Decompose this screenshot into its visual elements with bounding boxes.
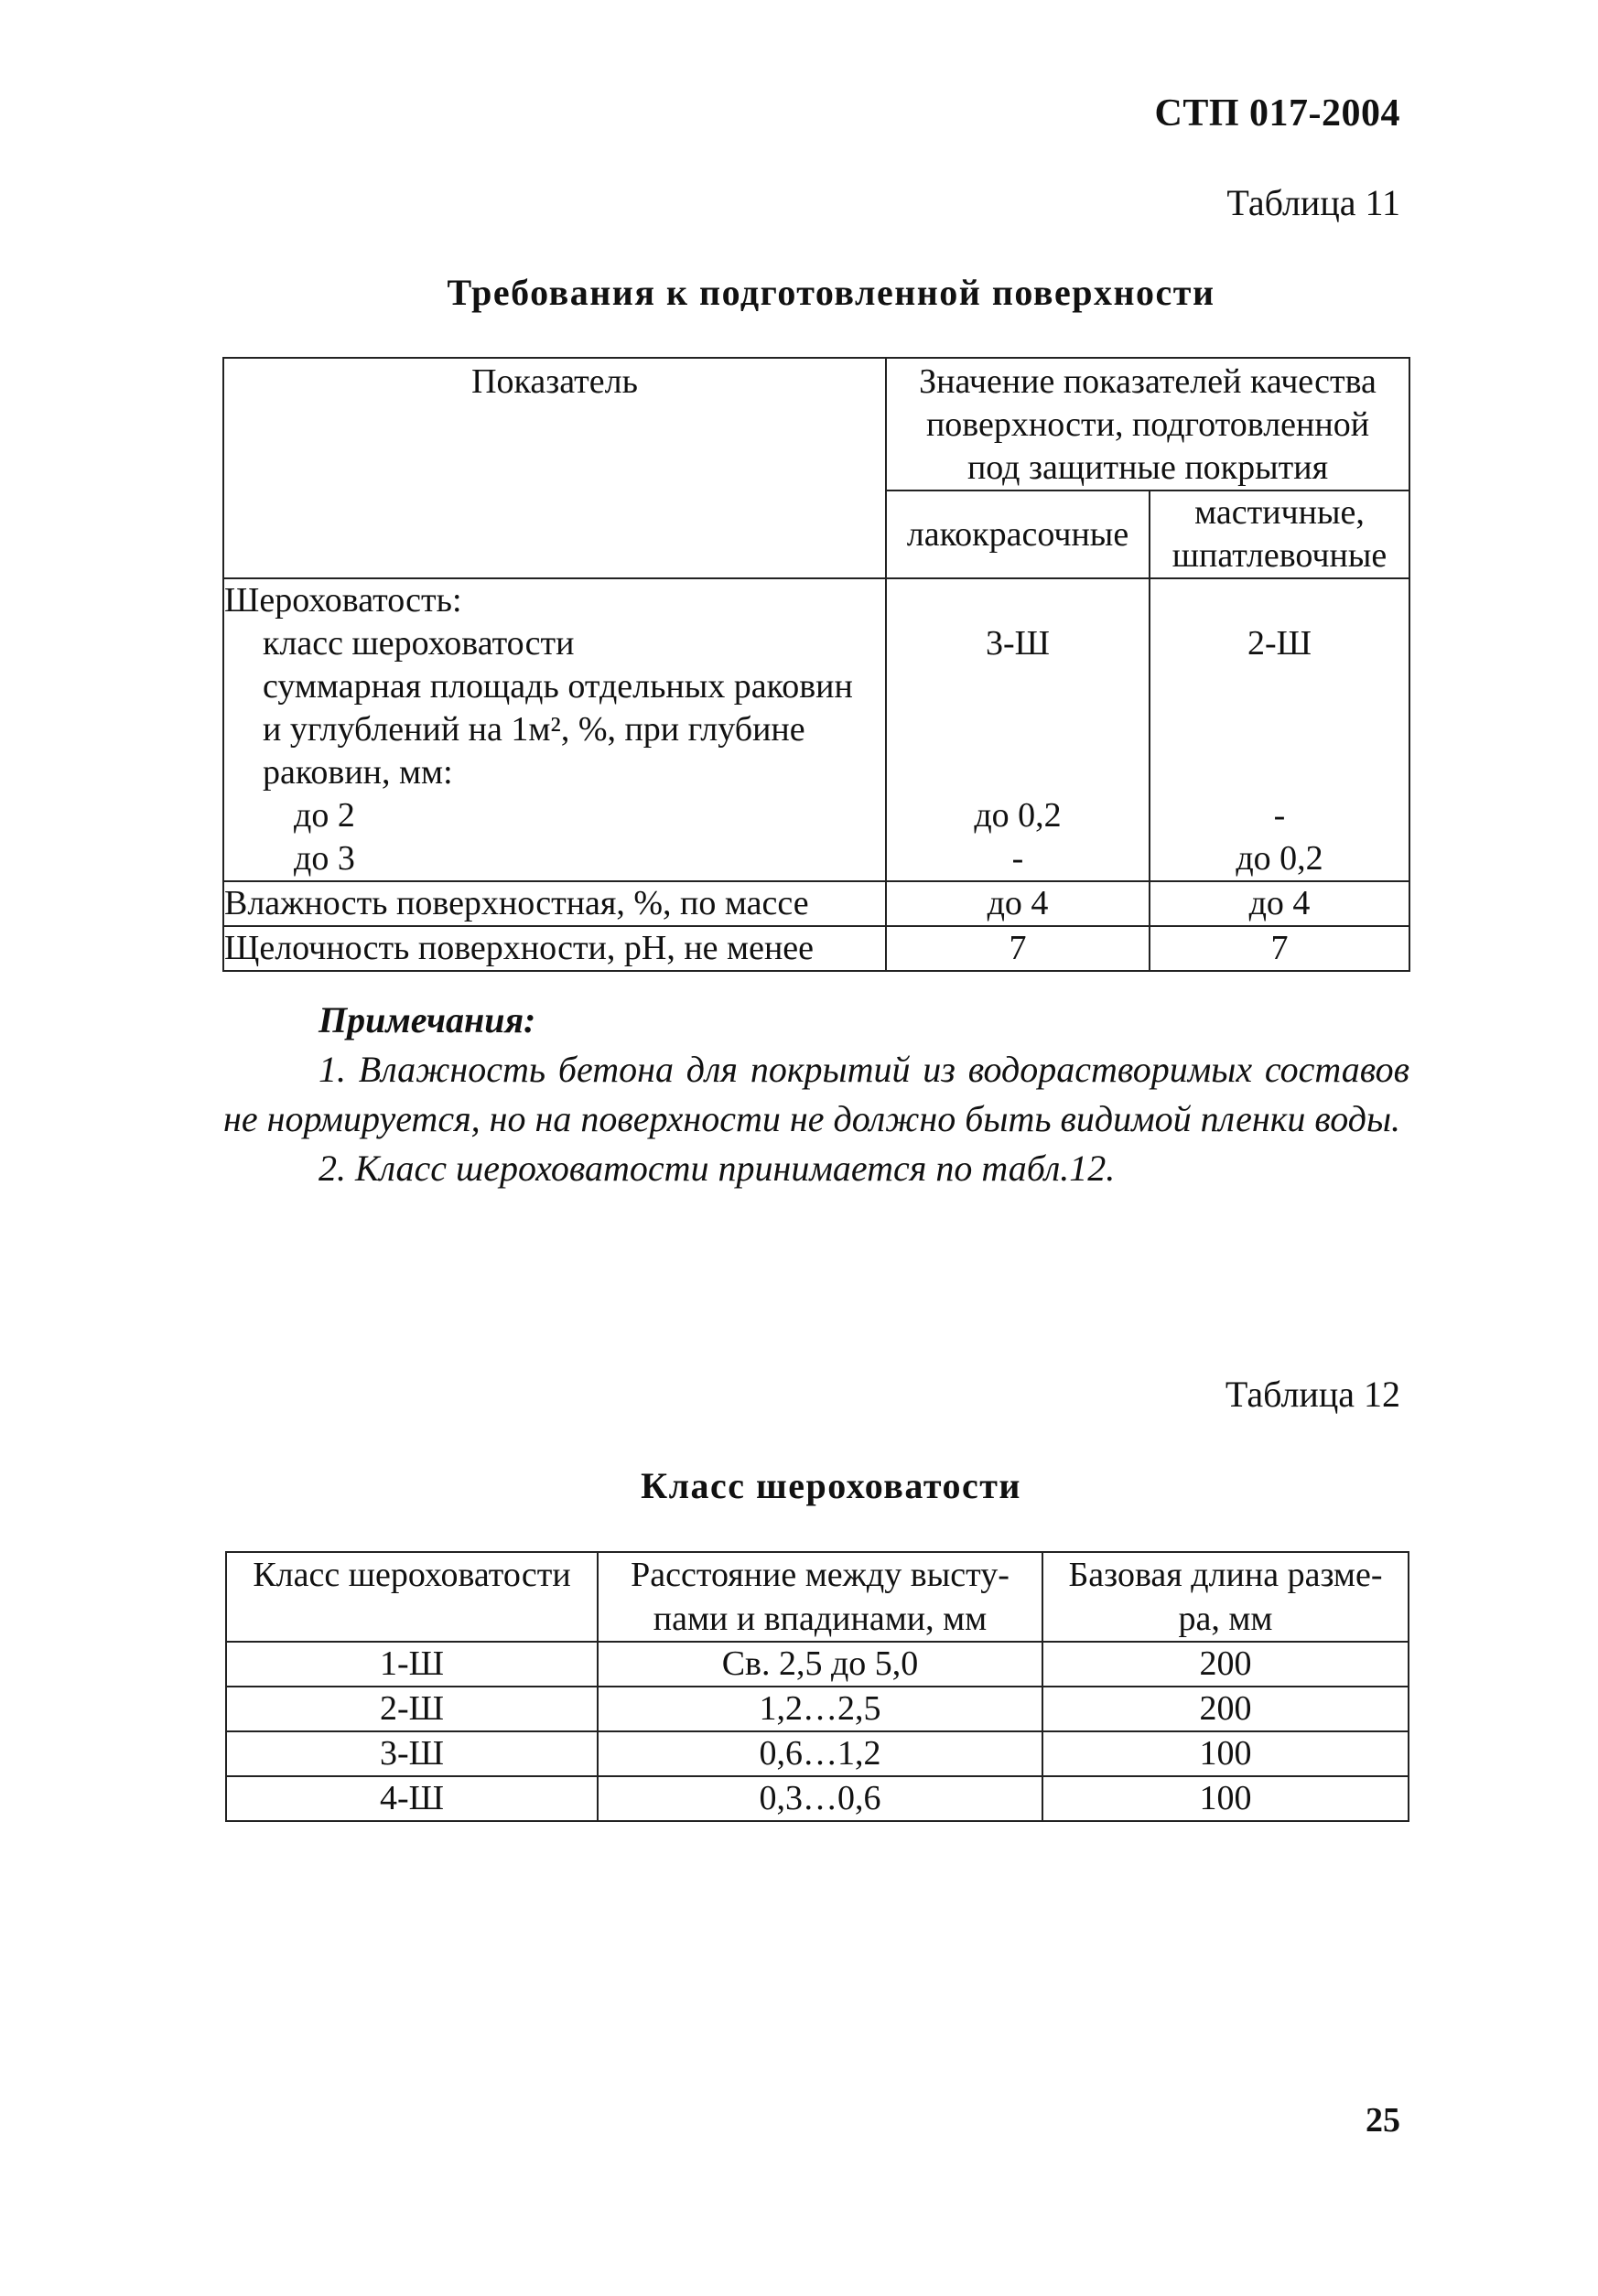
- header-paint-coatings: лакокрасочные: [886, 490, 1150, 578]
- class-cell: 2-Ш: [226, 1687, 598, 1731]
- distance-cell: Св. 2,5 до 5,0: [598, 1642, 1042, 1687]
- row-label: суммарная площадь отдельных раковин: [263, 667, 853, 706]
- header-group-line: под защитные покрытия: [966, 448, 1329, 487]
- table-12-label: Таблица 12: [1225, 1374, 1400, 1415]
- class-cell: 4-Ш: [226, 1776, 598, 1821]
- table-row: [226, 1731, 1409, 1776]
- table-row: [223, 881, 1409, 926]
- table-11-title: Требования к подготовленной поверхности: [447, 272, 1215, 313]
- table-row: [226, 1776, 1409, 1821]
- table-row: [226, 1642, 1409, 1687]
- distance-cell: 0,3…0,6: [598, 1776, 1042, 1821]
- moisture-paint-value: [886, 881, 1150, 926]
- row-label: Щелочность поверхности, pH, не менее: [224, 929, 815, 967]
- cell-value: 7: [1009, 929, 1027, 967]
- moisture-indicator-cell: [223, 881, 886, 926]
- header-mastic-coatings: [1150, 490, 1409, 578]
- cell-value: до 0,2: [1236, 839, 1323, 878]
- distance-cell: 0,6…1,2: [598, 1731, 1042, 1776]
- roughness-mastic-values: [1150, 578, 1409, 881]
- cell-value: [1150, 665, 1409, 708]
- cell-value: [1150, 751, 1409, 794]
- table-row: [223, 926, 1409, 971]
- note-2: 2. Класс шероховатости принимается по табл.12.: [319, 1148, 1116, 1189]
- row-label: Влажность поверхностная, %, по массе: [224, 884, 809, 922]
- moisture-mastic-value: [1150, 881, 1409, 926]
- header-line: ра, мм: [1178, 1600, 1273, 1638]
- table-11-label: Таблица 11: [1226, 182, 1400, 223]
- alkalinity-indicator-cell: [223, 926, 886, 971]
- table-row: [226, 1687, 1409, 1731]
- base-length-cell: 200: [1042, 1642, 1409, 1687]
- header-distance: [598, 1552, 1042, 1642]
- class-cell: 3-Ш: [226, 1731, 598, 1776]
- roughness-paint-values: [886, 578, 1150, 881]
- table-12-title: Класс шероховатости: [641, 1465, 1021, 1506]
- cell-value: [1150, 579, 1409, 622]
- row-label: до 3: [294, 839, 355, 878]
- cell-value: до 0,2: [974, 796, 1062, 835]
- base-length-cell: 100: [1042, 1731, 1409, 1776]
- row-label: Шероховатость:: [224, 581, 462, 620]
- page-number: 25: [1366, 2101, 1400, 2140]
- cell-value: [887, 579, 1149, 622]
- roughness-indicator-cell: [223, 578, 886, 881]
- cell-value: [1150, 708, 1409, 751]
- cell-value: 2-Ш: [1247, 624, 1312, 663]
- alkalinity-mastic-value: [1150, 926, 1409, 971]
- alkalinity-paint-value: [886, 926, 1150, 971]
- header-group-line: поверхности, подготовленной: [925, 405, 1370, 444]
- header-line: Класс шероховатости: [253, 1556, 571, 1594]
- cell-value: -: [1273, 796, 1286, 835]
- cell-value: до 4: [987, 884, 1049, 922]
- header-indicator: Показатель: [223, 358, 886, 578]
- header-roughness-class: [226, 1552, 598, 1642]
- header-sub-line: мастичные,: [1194, 493, 1365, 532]
- header-group-line: Значение показателей качества: [919, 362, 1377, 401]
- row-label: раковин, мм:: [263, 753, 453, 792]
- base-length-cell: 200: [1042, 1687, 1409, 1731]
- cell-value: [887, 751, 1149, 794]
- note-1: 1. Влажность бетона для покрытий из водорастворимых составов не нормируется, но на поверхности не должно быть видимой пленки воды.: [223, 1049, 1409, 1139]
- notes-section: [223, 996, 1409, 1193]
- header-sub-line: шпатлевочные: [1172, 536, 1387, 575]
- cell-value: 3-Ш: [986, 624, 1050, 663]
- header-line: пами и впадинами, мм: [653, 1600, 988, 1638]
- row-label: класс шероховатости: [263, 624, 575, 663]
- row-label: и углублений на 1м², %, при глубине: [263, 710, 805, 749]
- class-cell: 1-Ш: [226, 1642, 598, 1687]
- cell-value: 7: [1270, 929, 1289, 967]
- header-quality-values: [886, 358, 1409, 490]
- header-line: Базовая длина разме-: [1068, 1556, 1383, 1594]
- document-code: СТП 017-2004: [1154, 92, 1400, 135]
- header-line: Расстояние между высту-: [631, 1556, 1010, 1594]
- base-length-cell: 100: [1042, 1776, 1409, 1821]
- cell-value: [887, 708, 1149, 751]
- cell-value: -: [1011, 839, 1024, 878]
- row-label: до 2: [294, 796, 355, 835]
- roughness-class-table: [225, 1551, 1409, 1822]
- cell-value: [887, 665, 1149, 708]
- notes-heading: Примечания:: [319, 999, 536, 1040]
- table-header-row: [226, 1552, 1409, 1642]
- cell-value: до 4: [1248, 884, 1311, 922]
- table-row: [223, 578, 1409, 881]
- header-base-length: [1042, 1552, 1409, 1642]
- distance-cell: 1,2…2,5: [598, 1687, 1042, 1731]
- surface-requirements-table: [222, 357, 1410, 972]
